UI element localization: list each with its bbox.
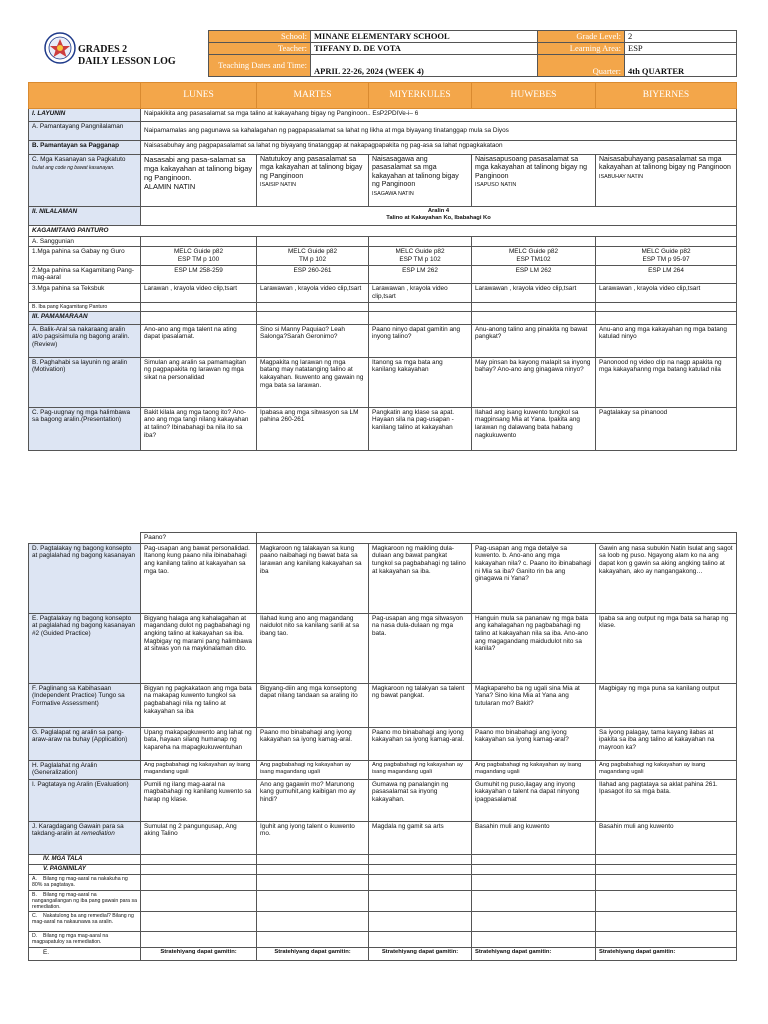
row-d — [29, 543, 737, 613]
pamamaraan-label: III. PAMAMARAAN — [29, 311, 141, 324]
reflection-e-letter: E. — [29, 947, 141, 960]
learning-area-value: ESP — [625, 43, 737, 55]
teaching-dates-value: APRIL 22-26, 2024 (WEEK 4) — [311, 55, 538, 77]
gabay-line: ESP TM p 100 — [177, 256, 220, 264]
paghahabi-cell: Panonood ng video clip na nagp apakita ng mga kakayahanng mga batang katulad nila — [596, 357, 737, 407]
nilalaman-row — [29, 207, 737, 226]
layunin-label: I. LAYUNIN — [29, 109, 141, 122]
kasanayan-tag: ALAMIN NATIN — [144, 181, 196, 191]
learning-area-label: Learning Area: — [538, 43, 625, 55]
empty-cell — [596, 236, 737, 247]
row-j-cell: Basahin muli ang kuwento — [472, 821, 596, 854]
pagganap-text: Naisasabuhay ang pagpapasalamat sa lahat ng biyayang tinatanggap at nakapagpapakita ng pag-asa sa lahat ngpagkakataon — [141, 141, 737, 155]
days-corner-cell — [29, 83, 141, 109]
row-h-label: H. Paglalahat ng Aralin (Generalization) — [29, 760, 141, 779]
nilalaman-title: Talino at Kakayahan Ko, Ibabahagi Ko — [386, 214, 491, 221]
row-j-label-cell — [29, 821, 141, 854]
row-j-cell: Basahin muli ang kuwento — [596, 821, 737, 854]
row-i-cell: Ilahad ang pagtataya sa aklat pahina 261. Ipasagot ito sa mga bata. — [596, 779, 737, 821]
day-thursday: HUWEBES — [472, 83, 596, 109]
strategy-cell: Stratehiyang dapat gamitin: — [257, 947, 369, 960]
gabay-cell — [257, 247, 369, 265]
row-j-cell: Magdala ng gamit sa arts — [369, 821, 472, 854]
row-g — [29, 727, 737, 760]
row-e-label: E. Pagtalakay ng bagong konsepto at paglalahad ng bagong kasanayan #2 (Guided Practice) — [29, 613, 141, 683]
row-e-cell: Ilahad kung ano ang magandang naidulot nito sa kanilang sarili at sa ibang tao. — [257, 613, 369, 683]
row-j — [29, 821, 737, 854]
empty-cell — [369, 302, 472, 311]
empty-cell — [257, 533, 369, 544]
grade-level-value: 2 — [625, 31, 737, 43]
empty-cell — [257, 864, 369, 874]
days-header-row — [29, 83, 737, 109]
empty-cell — [472, 890, 596, 912]
lesson-log-table-page1 — [28, 82, 737, 451]
paghahabi-row — [29, 357, 737, 407]
pangnilalaman-row — [29, 122, 737, 141]
kasanayan-tag: ISABUHAY NATIN — [599, 173, 644, 180]
kasanayan-tag: ISAPUSO NATIN — [475, 182, 517, 189]
empty-cell — [257, 932, 369, 947]
lm-pages-cell: ESP LM 258-259 — [141, 265, 257, 283]
empty-cell — [596, 854, 737, 864]
pamamaraan-row — [29, 311, 737, 324]
reflection-text: Bilang ng mag-aaral na nangangailangan ng iba pang gawain para sa remediation. — [32, 891, 137, 910]
empty-cell — [472, 854, 596, 864]
quarter-label: Quarter: — [538, 55, 625, 77]
kasanayan-cell — [369, 155, 472, 207]
row-g-cell: Paano mo binabahagi ang iyong kakayahan sa iyong kamag-aral. — [257, 727, 369, 760]
teksbuk-label: 3.Mga pahina sa Teksbuk — [29, 284, 141, 302]
empty-cell — [257, 875, 369, 890]
reflection-letter: D. — [32, 933, 38, 940]
reflection-label — [29, 932, 141, 947]
kasanayan-cell — [472, 155, 596, 207]
empty-cell — [141, 302, 257, 311]
pangnilalaman-label: A. Pamantayang Pangnilalaman — [29, 122, 141, 141]
layunin-text: Naipakikita ang pasasalamat sa mga talino at kakayahang bigay ng Panginoon.. EsP2PDIVe-i– 6 — [141, 109, 737, 122]
kasanayan-text: Naisasapusoang pasasalamat sa mga kakayahan at talinong bigay ng Panginoon — [475, 156, 588, 180]
kasanayan-row — [29, 155, 737, 207]
empty-cell — [141, 912, 257, 932]
balik-aral-cell: Sino si Manny Paquiao? Leah Salonga?Sarah Geronimo? — [257, 324, 369, 357]
gabay-line: MELC Guide p82 — [508, 248, 559, 256]
pag-uugnay-row — [29, 407, 737, 450]
row-d-cell: Gawin ang nasa subukin Natin Isulat ang sagot sa loob ng puso. Ngayong alam ko na ang dapat kon g gawin sa aking angking talino at kakayahan, ako ay nangangakong… — [596, 543, 737, 613]
row-j-label: J. Karagdagang Gawain para sa takdang-aralin at — [32, 822, 124, 838]
empty-cell — [141, 932, 257, 947]
iba-pang-kagamitan-label: B. Iba pang Kagamitang Panturo — [29, 302, 141, 311]
row-f-cell: Bigyang-diin ang mga konseptong dapat nilang tandaan sa araling ito — [257, 683, 369, 727]
continuation-cell: Paano? — [141, 533, 257, 544]
grades-label: GRADES 2 — [78, 44, 128, 55]
empty-cell — [596, 890, 737, 912]
empty-cell — [257, 890, 369, 912]
reflection-row-b — [29, 890, 737, 912]
school-value: MINANE ELEMENTARY SCHOOL — [311, 31, 538, 43]
gabay-cell — [141, 247, 257, 265]
teaching-dates-label: Teaching Dates and Time: — [209, 55, 311, 77]
empty-cell — [141, 854, 257, 864]
row-d-label: D. Pagtalakay ng bagong konsepto at paglalahad ng bagong kasanayan — [29, 543, 141, 613]
reflection-row-d — [29, 932, 737, 947]
pagganap-row — [29, 141, 737, 155]
reflection-text: Bilang ng mag-aaral na nakakuha ng 80% sa pagtataya. — [32, 876, 128, 889]
row-g-label: G. Paglalapat ng aralin sa pang-araw-araw na buhay (Application) — [29, 727, 141, 760]
school-label: School: — [209, 31, 311, 43]
pag-uugnay-label: C. Pag-uugnay ng mga halimbawa sa bagong aralin.(Presentation) — [29, 407, 141, 450]
gabay-cell — [369, 247, 472, 265]
empty-cell — [472, 864, 596, 874]
balik-aral-row — [29, 324, 737, 357]
layunin-row — [29, 109, 737, 122]
row-f-cell: Magkapareho ba ng ugali sina Mia at Yana? Sino kina Mia at Yana ang tutularan mo? Bakit? — [472, 683, 596, 727]
mga-tala-label: IV. MGA TALA — [29, 854, 141, 864]
kasanayan-text: Naisasabuhayang pasasalamat sa mga kakayahan at talinong bigay ng Panginoon — [599, 156, 731, 172]
gabay-cell — [472, 247, 596, 265]
kasanayan-text: Nasasabi ang pasa-salamat sa mga kakayahan at talinong bigay ng Panginoon. — [144, 155, 253, 182]
empty-cell — [596, 932, 737, 947]
pagganap-label: B. Pamantayan sa Pagganap — [29, 141, 141, 155]
row-h-cell: Ang pagbabahagi ng kakayahan ay isang magandang ugali — [141, 760, 257, 779]
pagninilay-row — [29, 864, 737, 874]
row-h-cell: Ang pagbabahagi ng kakayahan ay isang magandang ugali — [472, 760, 596, 779]
empty-cell — [472, 533, 596, 544]
lm-pages-cell: ESP LM 264 — [596, 265, 737, 283]
empty-cell — [472, 932, 596, 947]
reflection-label — [29, 875, 141, 890]
empty-cell — [596, 912, 737, 932]
empty-cell — [141, 875, 257, 890]
row-g-cell: Paano mo binabahagi ang iyong kakayahan sa iyong kamag-aral? — [472, 727, 596, 760]
daily-lesson-log-label: DAILY LESSON LOG — [78, 55, 176, 67]
row-e-cell: Pag-usapan ang mga sitwasyon na nasa dula-dulaan ng mga bata. — [369, 613, 472, 683]
empty-cell — [369, 890, 472, 912]
empty-cell — [472, 236, 596, 247]
reflection-label — [29, 890, 141, 912]
empty-cell — [141, 890, 257, 912]
gabay-cell — [596, 247, 737, 265]
row-d-cell: Pag-usapan ang mga detalye sa kuwento. b. Ano-ano ang mga kakayahan nila? c. Paano ito ibinabahagi ni Mia sa iba? Ganito rin ba ang ginagawa ni Yana? — [472, 543, 596, 613]
day-wednesday: MIYERKULES — [369, 83, 472, 109]
pag-uugnay-cell: Pangkatin ang klase sa apat. Hayaan sila na pag-usapan - kanilang talino at kakayahan — [369, 407, 472, 450]
row-f-cell: Magkaroon ng talakyan sa talent ng bawat pangkat. — [369, 683, 472, 727]
kasanayan-label-cell — [29, 155, 141, 207]
empty-cell — [369, 311, 472, 324]
gabay-line: MELC Guide p82 — [287, 248, 338, 256]
row-i-cell: Ano ang gagawin mo? Marunong kang gumuhit,ang kaibigan mo ay hindi? — [257, 779, 369, 821]
paghahabi-cell: Simulan ang aralin sa pamamagitan ng pagpapakita ng larawan ng mga sikat na personalidad — [141, 357, 257, 407]
reflection-row-c — [29, 912, 737, 932]
pag-uugnay-cell: Ipabasa ang mga sitwasyon sa LM pahina 260-261 — [257, 407, 369, 450]
teacher-label: Teacher: — [209, 43, 311, 55]
kagamitang-row — [29, 226, 737, 237]
quarter-value: 4th QUARTER — [625, 55, 737, 77]
empty-cell — [29, 533, 141, 544]
row-f-label: F. Paglinang sa Kabihasaan (Independent Practice) Tungo sa Formative Assessment) — [29, 683, 141, 727]
teacher-value: TIFFANY D. DE VOTA — [311, 43, 538, 55]
empty-cell — [369, 854, 472, 864]
teksbuk-cell: Larawawan , krayola video clip,tsart — [596, 284, 737, 302]
row-g-cell: Sa iyong palagay, tama kayang ilabas at ipakita sa iba ang talino at kakayahan na mayroon ka? — [596, 727, 737, 760]
reflection-letter: B. — [32, 891, 37, 898]
day-tuesday: MARTES — [257, 83, 369, 109]
nilalaman-label: II. NILALAMAN — [29, 207, 141, 226]
teksbuk-cell: Larawawan , krayola video clip,tsart — [369, 284, 472, 302]
gabay-line: MELC Guide p82 — [173, 248, 224, 256]
empty-cell — [472, 302, 596, 311]
pangnilalaman-text: Naipamamalas ang pagunawa sa kahalagahan ng pagpapasalamat sa lahat ng likha at mga biyayang tinatanggap mula sa Diyos — [141, 122, 737, 141]
teksbuk-cell: Larawan , krayola video clip,tsart — [141, 284, 257, 302]
strategy-cell: Stratehiyang dapat gamitin: — [596, 947, 737, 960]
day-monday: LUNES — [141, 83, 257, 109]
nilalaman-cell — [141, 207, 737, 226]
reflection-letter: C. — [32, 913, 38, 920]
paghahabi-cell: Magpakita ng larawan ng mga batang may natatanging talino at kakayahan. Ikuwento ang gawain ng mga bata sa larawan. — [257, 357, 369, 407]
lm-pages-cell: ESP 260-261 — [257, 265, 369, 283]
mga-tala-row — [29, 854, 737, 864]
balik-aral-cell: Paano ninyo dapat gamitin ang inyong talino? — [369, 324, 472, 357]
strategy-cell: Stratehiyang dapat gamitin: — [369, 947, 472, 960]
row-e — [29, 613, 737, 683]
continuation-row — [29, 533, 737, 544]
lesson-log-table-page2 — [28, 532, 737, 961]
reflection-text: Nakatulong ba ang remedial? Bilang ng mag-aaral na nakaunawa sa aralin. — [32, 913, 134, 926]
lm-pages-cell: ESP LM 262 — [472, 265, 596, 283]
strategy-cell: Stratehiyang dapat gamitin: — [141, 947, 257, 960]
row-d-cell: Magkaroon ng talakayan sa kung paano naibahagi ng bawat bata sa larawan ang kanilang kakayahan sa iba — [257, 543, 369, 613]
empty-cell — [369, 932, 472, 947]
empty-cell — [141, 311, 257, 324]
empty-cell — [257, 912, 369, 932]
pag-uugnay-cell: Ilahad ang isang kuwento tungkol sa magpinsang Mia at Yana. Ipakita ang larawan ng dalawang bata habang nagkukuwento — [472, 407, 596, 450]
reflection-row-a — [29, 875, 737, 890]
empty-cell — [596, 311, 737, 324]
row-i-cell: Pumili ng ilang mag-aaral na magbabahagi ng kanilang kuwento sa harap ng klase. — [141, 779, 257, 821]
row-h — [29, 760, 737, 779]
gabay-line: MELC Guide p82 — [641, 248, 691, 256]
empty-cell — [596, 533, 737, 544]
teksbuk-row — [29, 284, 737, 302]
empty-cell — [257, 854, 369, 864]
paghahabi-label: B. Paghahabi sa layunin ng aralin (Motivation) — [29, 357, 141, 407]
empty-cell — [472, 311, 596, 324]
empty-cell — [369, 533, 472, 544]
teksbuk-cell: Larawawan , krayola video clip,tsart — [257, 284, 369, 302]
row-h-cell: Ang pagbabahagi ng kakayahan ay isang magandang ugali — [369, 760, 472, 779]
empty-cell — [369, 236, 472, 247]
empty-cell — [257, 302, 369, 311]
row-f-cell: Magbigay ng mga puna sa kanilang output — [596, 683, 737, 727]
gabay-line: TM p 102 — [299, 256, 326, 264]
row-i — [29, 779, 737, 821]
paghahabi-cell: Itanong sa mga bata ang kanilang kakayahan — [369, 357, 472, 407]
empty-cell — [369, 912, 472, 932]
row-d-cell: Pag-usapan ang bawat personalidad. Itanong kung paano nila ibinabahagi ang kanilang talino at kakayahan sa mga tao. — [141, 543, 257, 613]
empty-cell — [472, 875, 596, 890]
gabay-line: MELC Guide p82 — [395, 248, 445, 256]
row-j-cell: Sumulat ng 2 pangungusap, Ang aking Talino — [141, 821, 257, 854]
empty-cell — [596, 864, 737, 874]
deped-seal-icon — [44, 32, 76, 64]
reflection-label — [29, 912, 141, 932]
row-e-cell: Ipaba sa ang output ng mga bata sa harap ng klase. — [596, 613, 737, 683]
balik-aral-cell: Anu-ano ang mga kakayahan ng mga batang katulad ninyo — [596, 324, 737, 357]
pag-uugnay-cell: Bakit kilala ang mga taong ito? Ano-ano ang mga tangi nilang kakayahan at talino? Ibinabahagi ba nila ito sa iba? — [141, 407, 257, 450]
strategy-cell: Stratehiyang dapat gamitin: — [472, 947, 596, 960]
sanggunian-label: A. Sanggunian — [29, 236, 141, 247]
kasanayan-cell — [141, 155, 257, 207]
pagninilay-label: V. PAGNINILAY — [29, 864, 141, 874]
row-i-cell: Gumuhit ng puso,ilagay ang inyong kakayahan o talent na dapat ninyong ipagpasalamat — [472, 779, 596, 821]
row-h-cell: Ang pagbabahagi ng kakayahan ay isang magandang ugali — [596, 760, 737, 779]
balik-aral-cell: Anu-anong talino ang pinakita ng bawat pangkat? — [472, 324, 596, 357]
empty-cell — [257, 236, 369, 247]
nilalaman-aralin: Aralin 4 — [427, 208, 450, 214]
kagamitang-mag-aaral-row — [29, 265, 737, 283]
reflection-text: Bilang ng mga mag-aaral na magpapatuloy sa remediation. — [32, 933, 109, 946]
gabay-line: ESP TM102 — [516, 256, 551, 264]
gabay-row — [29, 247, 737, 265]
row-h-cell: Ang pagbabahagi ng kakayahan ay isang magandang ugali — [257, 760, 369, 779]
gabay-line: ESP TM p 102 — [399, 256, 441, 264]
row-i-label: I. Pagtataya ng Aralin (Evaluation) — [29, 779, 141, 821]
lesson-log-title — [78, 44, 176, 67]
empty-cell — [369, 875, 472, 890]
row-f-cell: Bigyan ng pagkakataon ang mga bata na makapag kuwento tungkol sa pagbabahagi nila ng talino at kakayahan sa iba — [141, 683, 257, 727]
empty-cell — [472, 912, 596, 932]
gabay-line: ESP TM p 95-97 — [642, 256, 690, 264]
row-g-cell: Paano mo binabahagi ang iyong kakayahan sa iyong kamag-aral. — [369, 727, 472, 760]
empty-cell — [596, 302, 737, 311]
sanggunian-row — [29, 236, 737, 247]
header-info-table — [208, 30, 737, 77]
gabay-label: 1.Mga pahina sa Gabay ng Guro — [29, 247, 141, 265]
teksbuk-cell: Larawawan , krayola video clip,tsart — [472, 284, 596, 302]
row-j-label-remediation: remediation — [81, 830, 115, 838]
kasanayan-cell — [596, 155, 737, 207]
empty-cell — [141, 864, 257, 874]
reflection-letter: A. — [32, 876, 37, 883]
lm-pages-cell: ESP LM 262 — [369, 265, 472, 283]
kasanayan-cell — [257, 155, 369, 207]
row-g-cell: Upang makapagkuwento ang lahat ng bata, hayaan silang humanap ng kapareha na mapagkukuwentuhan — [141, 727, 257, 760]
kagamitang-mag-aaral-label: 2.Mga pahina sa Kagamitang Pang-mag-aaral — [29, 265, 141, 283]
empty-cell — [141, 236, 257, 247]
kasanayan-text: Natutukoy ang pasasalamat sa mga kakayahan at talinong bigay ng Panginoon — [260, 156, 363, 180]
pag-uugnay-cell: Pagtalakay sa pinanood — [596, 407, 737, 450]
day-friday: BIYERNES — [596, 83, 737, 109]
empty-cell — [257, 311, 369, 324]
row-e-cell: Bigyang halaga ang kahalagahan at magandang dulot ng pagbabahagi ng angking talino at kakayahan sa iba. Magbigay ng marami pang halimbawa at sitwas yon na maykinalaman dito. — [141, 613, 257, 683]
kasanayan-label: C. Mga Kasanayan sa Pagkatuto — [32, 156, 126, 163]
balik-aral-label: A. Balik-Aral sa nakaraang aralin at/o pagsisimula ng bagong aralin.(Review) — [29, 324, 141, 357]
reflection-row-e — [29, 947, 737, 960]
row-d-cell: Magkaroon ng maikling dula-dulaan ang bawat pangkat tungkol sa pagbabahagi ng talino at kakayahan sa iba. — [369, 543, 472, 613]
empty-cell — [369, 864, 472, 874]
balik-aral-cell: Ano-ano ang mga talent na ating dapat ipasalamat. — [141, 324, 257, 357]
paghahabi-cell: May pinsan ba kayong malapit sa inyong bahay? Ano-ano ang ginagawa ninyo? — [472, 357, 596, 407]
empty-cell — [596, 875, 737, 890]
iba-pang-kagamitan-row — [29, 302, 737, 311]
kasanayan-sublabel: Isulat ang code ng bawat kasanayan. — [32, 164, 115, 171]
row-f — [29, 683, 737, 727]
row-e-cell: Hanguin mula sa pananaw ng mga bata ang kahalagahan ng pagbabahagi ng talino at kakayahan nila sa iba. Ano-ano ang magagandang maidudulot nito sa kanila? — [472, 613, 596, 683]
row-j-cell: Iguhit ang iyong talent o ikuwento mo. — [257, 821, 369, 854]
kasanayan-tag: ISAGAWA NATIN — [372, 190, 414, 197]
kagamitang-panturo-label: KAGAMITANG PANTURO — [29, 226, 737, 237]
row-i-cell: Gumawa ng panalangin ng pasasalamat sa inyong kakayahan. — [369, 779, 472, 821]
kasanayan-text: Naisasagawa ang pasasalamat sa mga kakayahan at talinong bigay ng Panginoon — [372, 156, 459, 189]
kasanayan-tag: ISAISIP NATIN — [260, 182, 297, 189]
grade-level-label: Grade Level: — [538, 31, 625, 43]
